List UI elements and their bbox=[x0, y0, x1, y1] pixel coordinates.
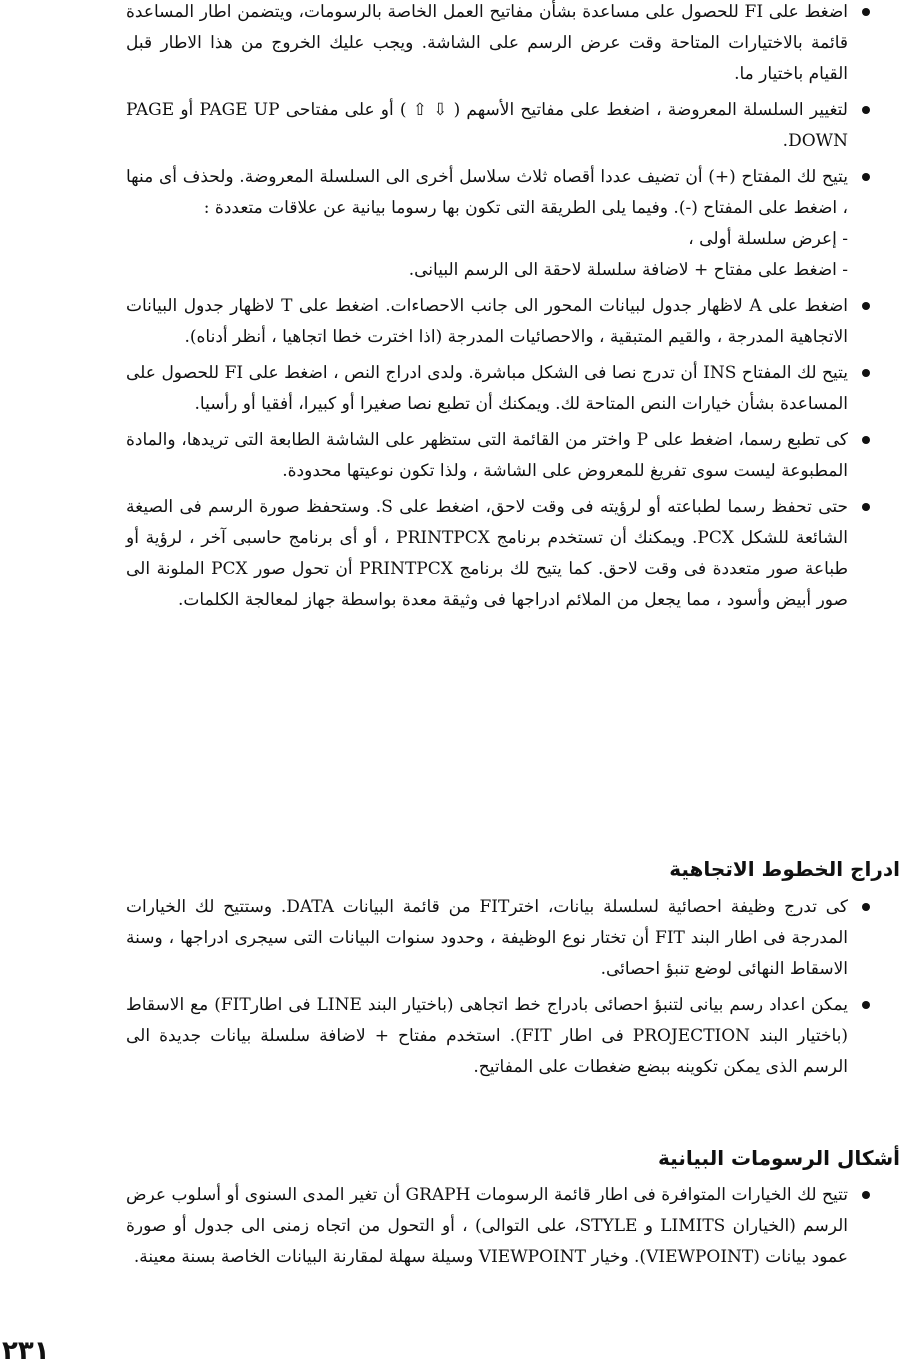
chart-forms-list bbox=[126, 1180, 874, 1273]
list-item-text: كى تدرج وظيفة احصائية لسلسلة بيانات، اخترFIT من قائمة البيانات DATA. وستتيح لك الخيارات المدرجة فى اطار البند FIT أن تختار نوع الوظيفة ، وحدود سنوات البيانات التى سيجرى ادراجها ، وسنة الاسقاط النهائى لوضع تنبؤ احصائى. bbox=[126, 897, 848, 979]
list-item bbox=[126, 0, 874, 90]
list-item bbox=[126, 291, 874, 353]
list-item bbox=[126, 358, 874, 420]
list-item-text: حتى تحفظ رسما لطباعته أو لرؤيته فى وقت لاحق، اضغط على S. وستحفظ صورة الرسم فى الصيغة الشائعة للشكل PCX. ويمكنك أن تستخدم برنامج PRINTPCX ، أو أى برنامج حاسبى آخر ، لرؤية أو طباعة صور متعددة فى وقت لاحق. كما يتيح لك برنامج PRINTPCX أن تحول صور PCX الملونة الى صور أبيض وأسود ، مما يجعل من الملائم ادراجها فى وثيقة معدة بواسطة جهاز لمعالجة الكلمات. bbox=[126, 497, 848, 610]
list-item bbox=[126, 1180, 874, 1273]
instructions-list bbox=[126, 0, 874, 616]
list-item bbox=[126, 892, 874, 985]
list-item-text: تتيح لك الخيارات المتوافرة فى اطار قائمة الرسومات GRAPH أن تغير المدى السنوى أو أسلوب عرض الرسم (الخياران LIMITS و STYLE، على التوالى) ، أو التحول من اتجاه زمنى الى جدول أو صورة عمود بيانات (VIEWPOINT). وخيار VIEWPOINT وسيلة سهلة لمقارنة البيانات الخاصة بسنة معينة. bbox=[126, 1185, 849, 1267]
list-item-text: يتيح لك المفتاح INS أن تدرج نصا فى الشكل مباشرة. ولدى ادراج النص ، اضغط على FI للحصول على المساعدة بشأن خيارات النص المتاحة لك. ويمكنك أن تطبع نصا صغيرا أو كبيرا، أفقيا أو رأسيا. bbox=[126, 363, 849, 414]
list-subitem: - اضغط على مفتاح + لاضافة سلسلة لاحقة الى الرسم البيانى. bbox=[408, 260, 848, 280]
trend-lines-list bbox=[126, 892, 874, 1083]
list-item bbox=[126, 492, 874, 616]
section-heading: ادراج الخطوط الاتجاهية bbox=[669, 857, 900, 881]
list-item bbox=[126, 425, 874, 487]
list-item-text: يتيح لك المفتاح (+) أن تضيف عددا أقصاه ثلاث سلاسل أخرى الى السلسلة المعروضة. ولحذف أى منها ، اضغط على المفتاح (-). وفيما يلى الطريقة التى تكون بها رسوما بيانية عن علاقات متعددة : bbox=[126, 167, 848, 218]
list-item-text: لتغيير السلسلة المعروضة ، اضغط على مفاتيح الأسهم ( ⇩ ⇧ ) أو على مفتاحى PAGE UP أو PAGE DOWN. bbox=[126, 100, 848, 151]
list-subitem: - إعرض سلسلة أولى ، bbox=[688, 229, 848, 249]
section-heading: أشكال الرسومات البيانية bbox=[658, 1146, 900, 1170]
list-item-text: يمكن اعداد رسم بيانى لتنبؤ احصائى بادراج خط اتجاهى (باختيار البند LINE فى اطارFIT) مع الاسقاط (باختيار البند PROJECTION فى اطار FIT). استخدم مفتاح + لاضافة سلسلة بيانات جديدة الى الرسم الذى يمكن تكوينه ببضع ضغطات على المفاتيح. bbox=[126, 995, 849, 1077]
list-item-text: اضغط على FI للحصول على مساعدة بشأن مفاتيح العمل الخاصة بالرسومات، ويتضمن اطار المساعدة قائمة بالاختيارات المتاحة وقت عرض الرسم على الشاشة. ويجب عليك الخروج من هذا الاطار قبل القيام باختيار ما. bbox=[126, 2, 848, 84]
list-item bbox=[126, 162, 874, 286]
list-item bbox=[126, 990, 874, 1083]
list-item-text: كى تطبع رسما، اضغط على P واختر من القائمة التى ستظهر على الشاشة الطابعة التى تريدها، والمادة المطبوعة ليست سوى تفريغ للمعروض على الشاشة ، ولذا تكون نوعيتها محدودة. bbox=[126, 430, 848, 481]
list-item bbox=[126, 95, 874, 157]
page-number: ٢٣١ bbox=[2, 1336, 50, 1366]
list-item-text: اضغط على A لاظهار جدول لبيانات المحور الى جانب الاحصاءات. اضغط على T لاظهار جدول البيانات الاتجاهية المدرجة ، والقيم المتبقية ، والاحصائيات المدرجة (اذا اخترت خطا اتجاهيا ، أنظر أدناه). bbox=[126, 296, 848, 347]
